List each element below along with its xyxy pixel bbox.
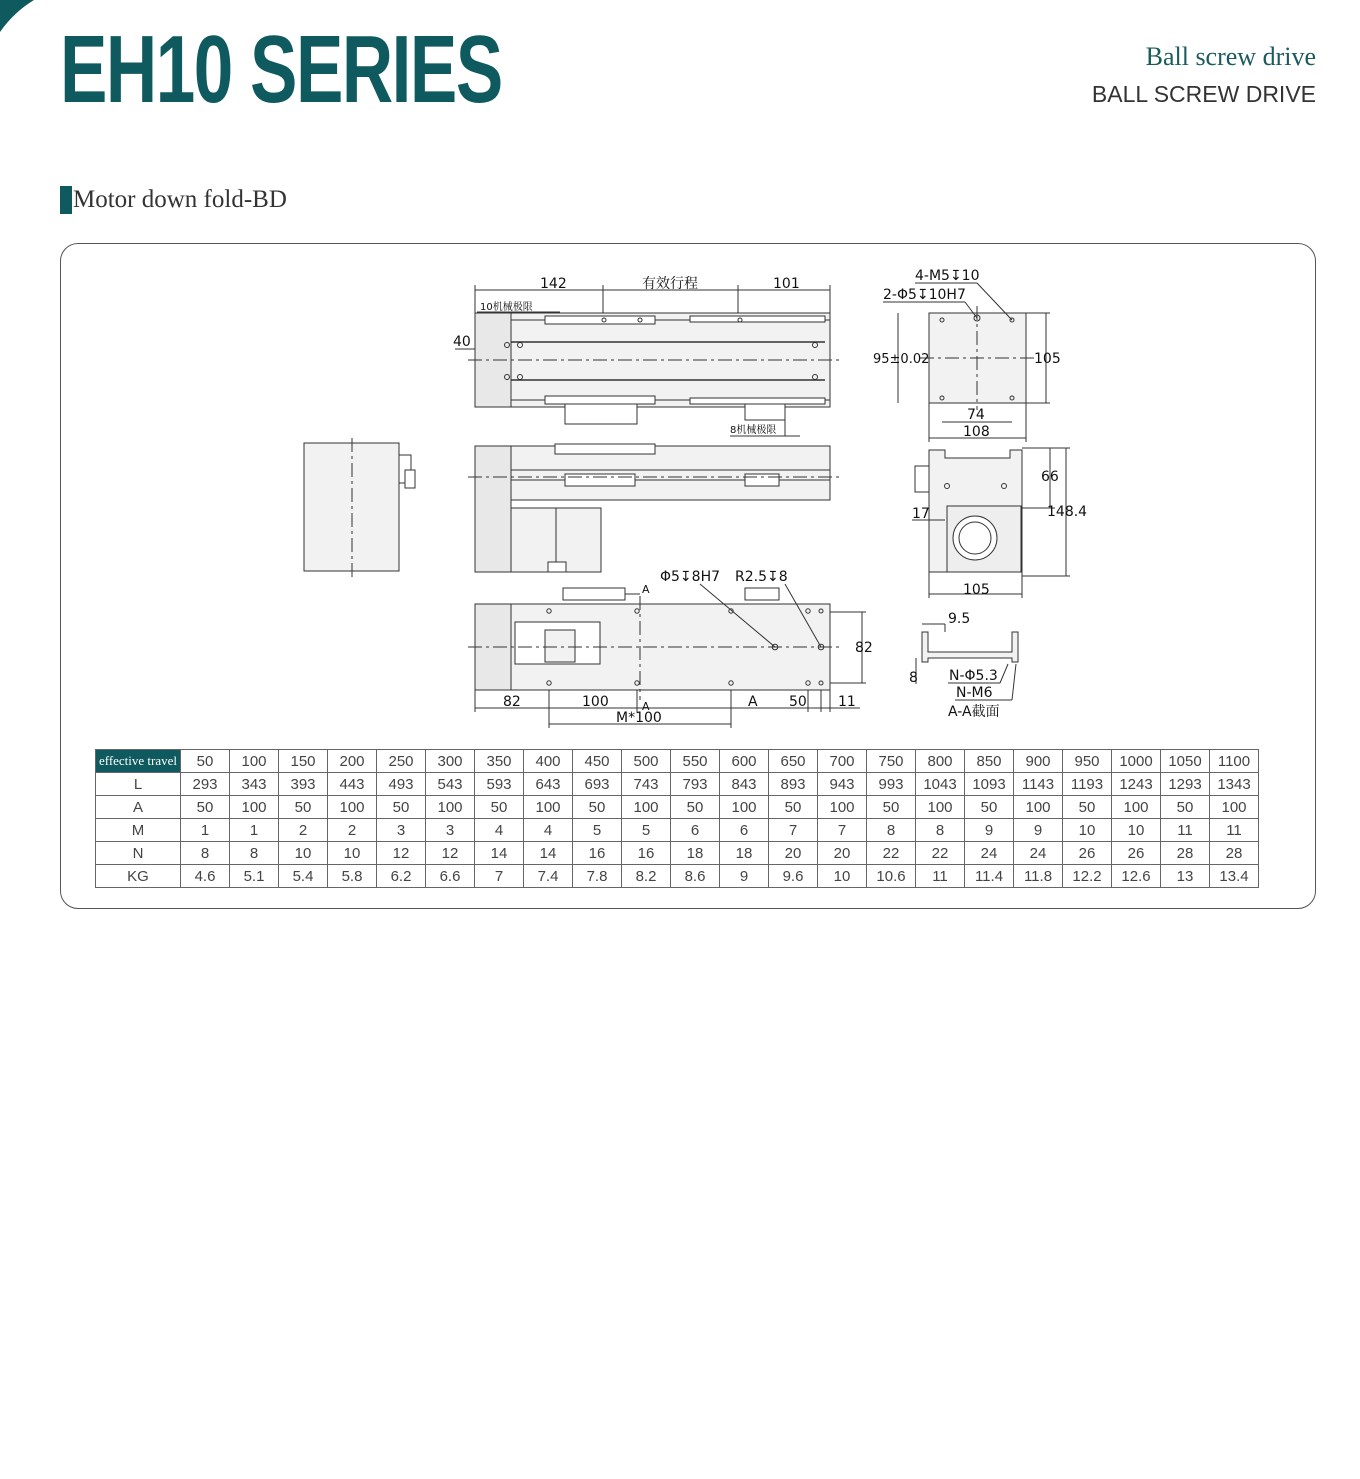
table-cell: 7	[769, 819, 818, 842]
table-cell: 6.2	[377, 865, 426, 888]
table-cell: 2	[328, 819, 377, 842]
dim-108: 108	[963, 424, 990, 440]
table-row	[96, 865, 1259, 888]
header-cell: 450	[573, 750, 622, 773]
table-cell: 100	[1014, 796, 1063, 819]
table-cell: 693	[573, 773, 622, 796]
table-cell: 8.2	[622, 865, 671, 888]
header-cell: 200	[328, 750, 377, 773]
label-n-hole: N-Φ5.3	[949, 668, 998, 684]
table-cell: 5	[573, 819, 622, 842]
dim-105-width: 105	[963, 582, 990, 598]
header-cell: 650	[769, 750, 818, 773]
table-cell: 50	[867, 796, 916, 819]
subtitle-ball-screw: Ball screw drive	[1145, 42, 1316, 71]
table-cell: 5.8	[328, 865, 377, 888]
dim-82-height: 82	[855, 640, 873, 656]
table-cell: 1293	[1161, 773, 1210, 796]
table-cell: 50	[965, 796, 1014, 819]
side-view	[304, 438, 840, 578]
table-cell: 843	[720, 773, 769, 796]
dim-95: 95±0.02	[873, 352, 930, 367]
table-cell: 10	[818, 865, 867, 888]
table-cell: 10	[1112, 819, 1161, 842]
table-cell: 393	[279, 773, 328, 796]
table-cell: 6.6	[426, 865, 475, 888]
table-cell: 1	[181, 819, 230, 842]
table-cell: 26	[1112, 842, 1161, 865]
header-cell: 50	[181, 750, 230, 773]
dim-50: 50	[789, 694, 807, 710]
table-cell: 12.6	[1112, 865, 1161, 888]
table-cell: 100	[622, 796, 671, 819]
table-cell: 100	[524, 796, 573, 819]
table-cell: 9	[965, 819, 1014, 842]
table-cell: 5.4	[279, 865, 328, 888]
table-cell: 13	[1161, 865, 1210, 888]
table-cell: 28	[1210, 842, 1259, 865]
dim-105-height: 105	[1034, 351, 1061, 367]
dim-40: 40	[453, 334, 471, 350]
header-cell: 550	[671, 750, 720, 773]
table-cell: 14	[475, 842, 524, 865]
header-cell: 500	[622, 750, 671, 773]
table-cell: 643	[524, 773, 573, 796]
row-label: M	[96, 819, 181, 842]
table-cell: 7	[475, 865, 524, 888]
dim-effective-travel: 有效行程	[642, 276, 698, 292]
table-cell: 9	[720, 865, 769, 888]
table-cell: 1343	[1210, 773, 1259, 796]
table-cell: 1143	[1014, 773, 1063, 796]
table-cell: 10	[279, 842, 328, 865]
label-pin-hole-8h7: Φ5↧8H7	[660, 569, 720, 585]
table-cell: 20	[818, 842, 867, 865]
dim-a: A	[748, 694, 758, 710]
header-cell: 1050	[1161, 750, 1210, 773]
table-cell: 24	[1014, 842, 1063, 865]
table-cell: 3	[426, 819, 475, 842]
header-cell: 950	[1063, 750, 1112, 773]
header-cell: 700	[818, 750, 867, 773]
table-cell: 12.2	[1063, 865, 1112, 888]
table-cell: 1	[230, 819, 279, 842]
table-cell: 593	[475, 773, 524, 796]
header-cell: 600	[720, 750, 769, 773]
table-cell: 10	[1063, 819, 1112, 842]
table-cell: 50	[377, 796, 426, 819]
table-cell: 993	[867, 773, 916, 796]
table-cell: 8	[230, 842, 279, 865]
dim-11: 11	[838, 694, 856, 710]
header-cell: 900	[1014, 750, 1063, 773]
header-cell: 150	[279, 750, 328, 773]
dim-66: 66	[1041, 469, 1059, 485]
table-cell: 18	[671, 842, 720, 865]
header-cell: 750	[867, 750, 916, 773]
dim-17: 17	[912, 506, 930, 522]
table-cell: 1043	[916, 773, 965, 796]
dim-m100: M*100	[616, 710, 662, 726]
subtitle-ball-screw-caps: BALL SCREW DRIVE	[1091, 81, 1316, 107]
table-cell: 13.4	[1210, 865, 1259, 888]
row-label: N	[96, 842, 181, 865]
table-row	[96, 819, 1259, 842]
mech-limit-10: 10机械极限	[480, 302, 533, 313]
table-cell: 743	[622, 773, 671, 796]
table-cell: 893	[769, 773, 818, 796]
table-cell: 6	[720, 819, 769, 842]
table-cell: 22	[867, 842, 916, 865]
header-cell: 300	[426, 750, 475, 773]
table-cell: 9.6	[769, 865, 818, 888]
section-caption: A-A截面	[948, 704, 1000, 720]
table-cell: 5.1	[230, 865, 279, 888]
table-cell: 11	[1161, 819, 1210, 842]
table-cell: 20	[769, 842, 818, 865]
table-cell: 7	[818, 819, 867, 842]
table-cell: 14	[524, 842, 573, 865]
table-cell: 50	[1161, 796, 1210, 819]
table-cell: 100	[328, 796, 377, 819]
header-cell: 850	[965, 750, 1014, 773]
table-cell: 100	[230, 796, 279, 819]
page-title: EH10 SERIES	[60, 16, 502, 123]
table-cell: 16	[622, 842, 671, 865]
table-cell: 4	[524, 819, 573, 842]
table-cell: 18	[720, 842, 769, 865]
header-label: effective travel	[96, 750, 181, 773]
table-cell: 11.4	[965, 865, 1014, 888]
label-n-m6: N-M6	[956, 685, 993, 701]
dim-101: 101	[773, 276, 800, 292]
header-cell: 1000	[1112, 750, 1161, 773]
table-cell: 7.8	[573, 865, 622, 888]
table-cell: 793	[671, 773, 720, 796]
header-cell: 400	[524, 750, 573, 773]
dim-8: 8	[909, 670, 918, 686]
table-cell: 943	[818, 773, 867, 796]
table-cell: 1243	[1112, 773, 1161, 796]
table-cell: 100	[1112, 796, 1161, 819]
header-cell: 800	[916, 750, 965, 773]
table-cell: 10	[328, 842, 377, 865]
table-cell: 50	[181, 796, 230, 819]
row-label: KG	[96, 865, 181, 888]
table-cell: 543	[426, 773, 475, 796]
table-cell: 8	[916, 819, 965, 842]
header-cell: 250	[377, 750, 426, 773]
table-cell: 50	[671, 796, 720, 819]
table-cell: 5	[622, 819, 671, 842]
table-cell: 100	[916, 796, 965, 819]
table-cell: 7.4	[524, 865, 573, 888]
table-cell: 100	[818, 796, 867, 819]
table-cell: 26	[1063, 842, 1112, 865]
table-cell: 11	[1210, 819, 1259, 842]
table-cell: 343	[230, 773, 279, 796]
label-pin-hole: 2-Φ5↧10H7	[883, 287, 966, 303]
table-row	[96, 842, 1259, 865]
section-label: Motor down fold-BD	[73, 186, 287, 213]
table-cell: 50	[769, 796, 818, 819]
label-r2-5: R2.5↧8	[735, 569, 788, 585]
table-cell: 443	[328, 773, 377, 796]
dim-148-4: 148.4	[1047, 504, 1088, 520]
section-mark-bottom: A	[642, 700, 650, 713]
table-cell: 100	[426, 796, 475, 819]
table-cell: 4.6	[181, 865, 230, 888]
table-cell: 9	[1014, 819, 1063, 842]
table-cell: 12	[377, 842, 426, 865]
mech-limit-8: 8机械极限	[730, 425, 777, 436]
table-cell: 6	[671, 819, 720, 842]
table-cell: 28	[1161, 842, 1210, 865]
table-cell: 2	[279, 819, 328, 842]
table-cell: 4	[475, 819, 524, 842]
label-m5-thread: 4-M5↧10	[915, 268, 980, 284]
table-cell: 8.6	[671, 865, 720, 888]
table-cell: 16	[573, 842, 622, 865]
table-cell: 100	[1210, 796, 1259, 819]
table-cell: 11.8	[1014, 865, 1063, 888]
table-cell: 10.6	[867, 865, 916, 888]
table-cell: 1193	[1063, 773, 1112, 796]
row-label: L	[96, 773, 181, 796]
header-cell: 1100	[1210, 750, 1259, 773]
header-cell: 350	[475, 750, 524, 773]
table-cell: 293	[181, 773, 230, 796]
dim-100: 100	[582, 694, 609, 710]
table-cell: 493	[377, 773, 426, 796]
dim-82: 82	[503, 694, 521, 710]
dim-142: 142	[540, 276, 567, 292]
dim-74: 74	[967, 407, 985, 423]
table-cell: 50	[573, 796, 622, 819]
table-cell: 50	[279, 796, 328, 819]
table-cell: 50	[1063, 796, 1112, 819]
table-cell: 100	[720, 796, 769, 819]
row-label: A	[96, 796, 181, 819]
table-cell: 8	[181, 842, 230, 865]
table-cell: 22	[916, 842, 965, 865]
table-cell: 1093	[965, 773, 1014, 796]
spec-table	[95, 749, 1259, 888]
section-mark-top: A	[642, 583, 650, 596]
table-cell: 3	[377, 819, 426, 842]
table-header-row	[96, 750, 1259, 773]
header-cell: 100	[230, 750, 279, 773]
dim-9-5: 9.5	[948, 611, 971, 627]
table-cell: 8	[867, 819, 916, 842]
table-cell: 24	[965, 842, 1014, 865]
table-cell: 50	[475, 796, 524, 819]
table-cell: 12	[426, 842, 475, 865]
table-row	[96, 773, 1259, 796]
table-cell: 11	[916, 865, 965, 888]
table-row	[96, 796, 1259, 819]
